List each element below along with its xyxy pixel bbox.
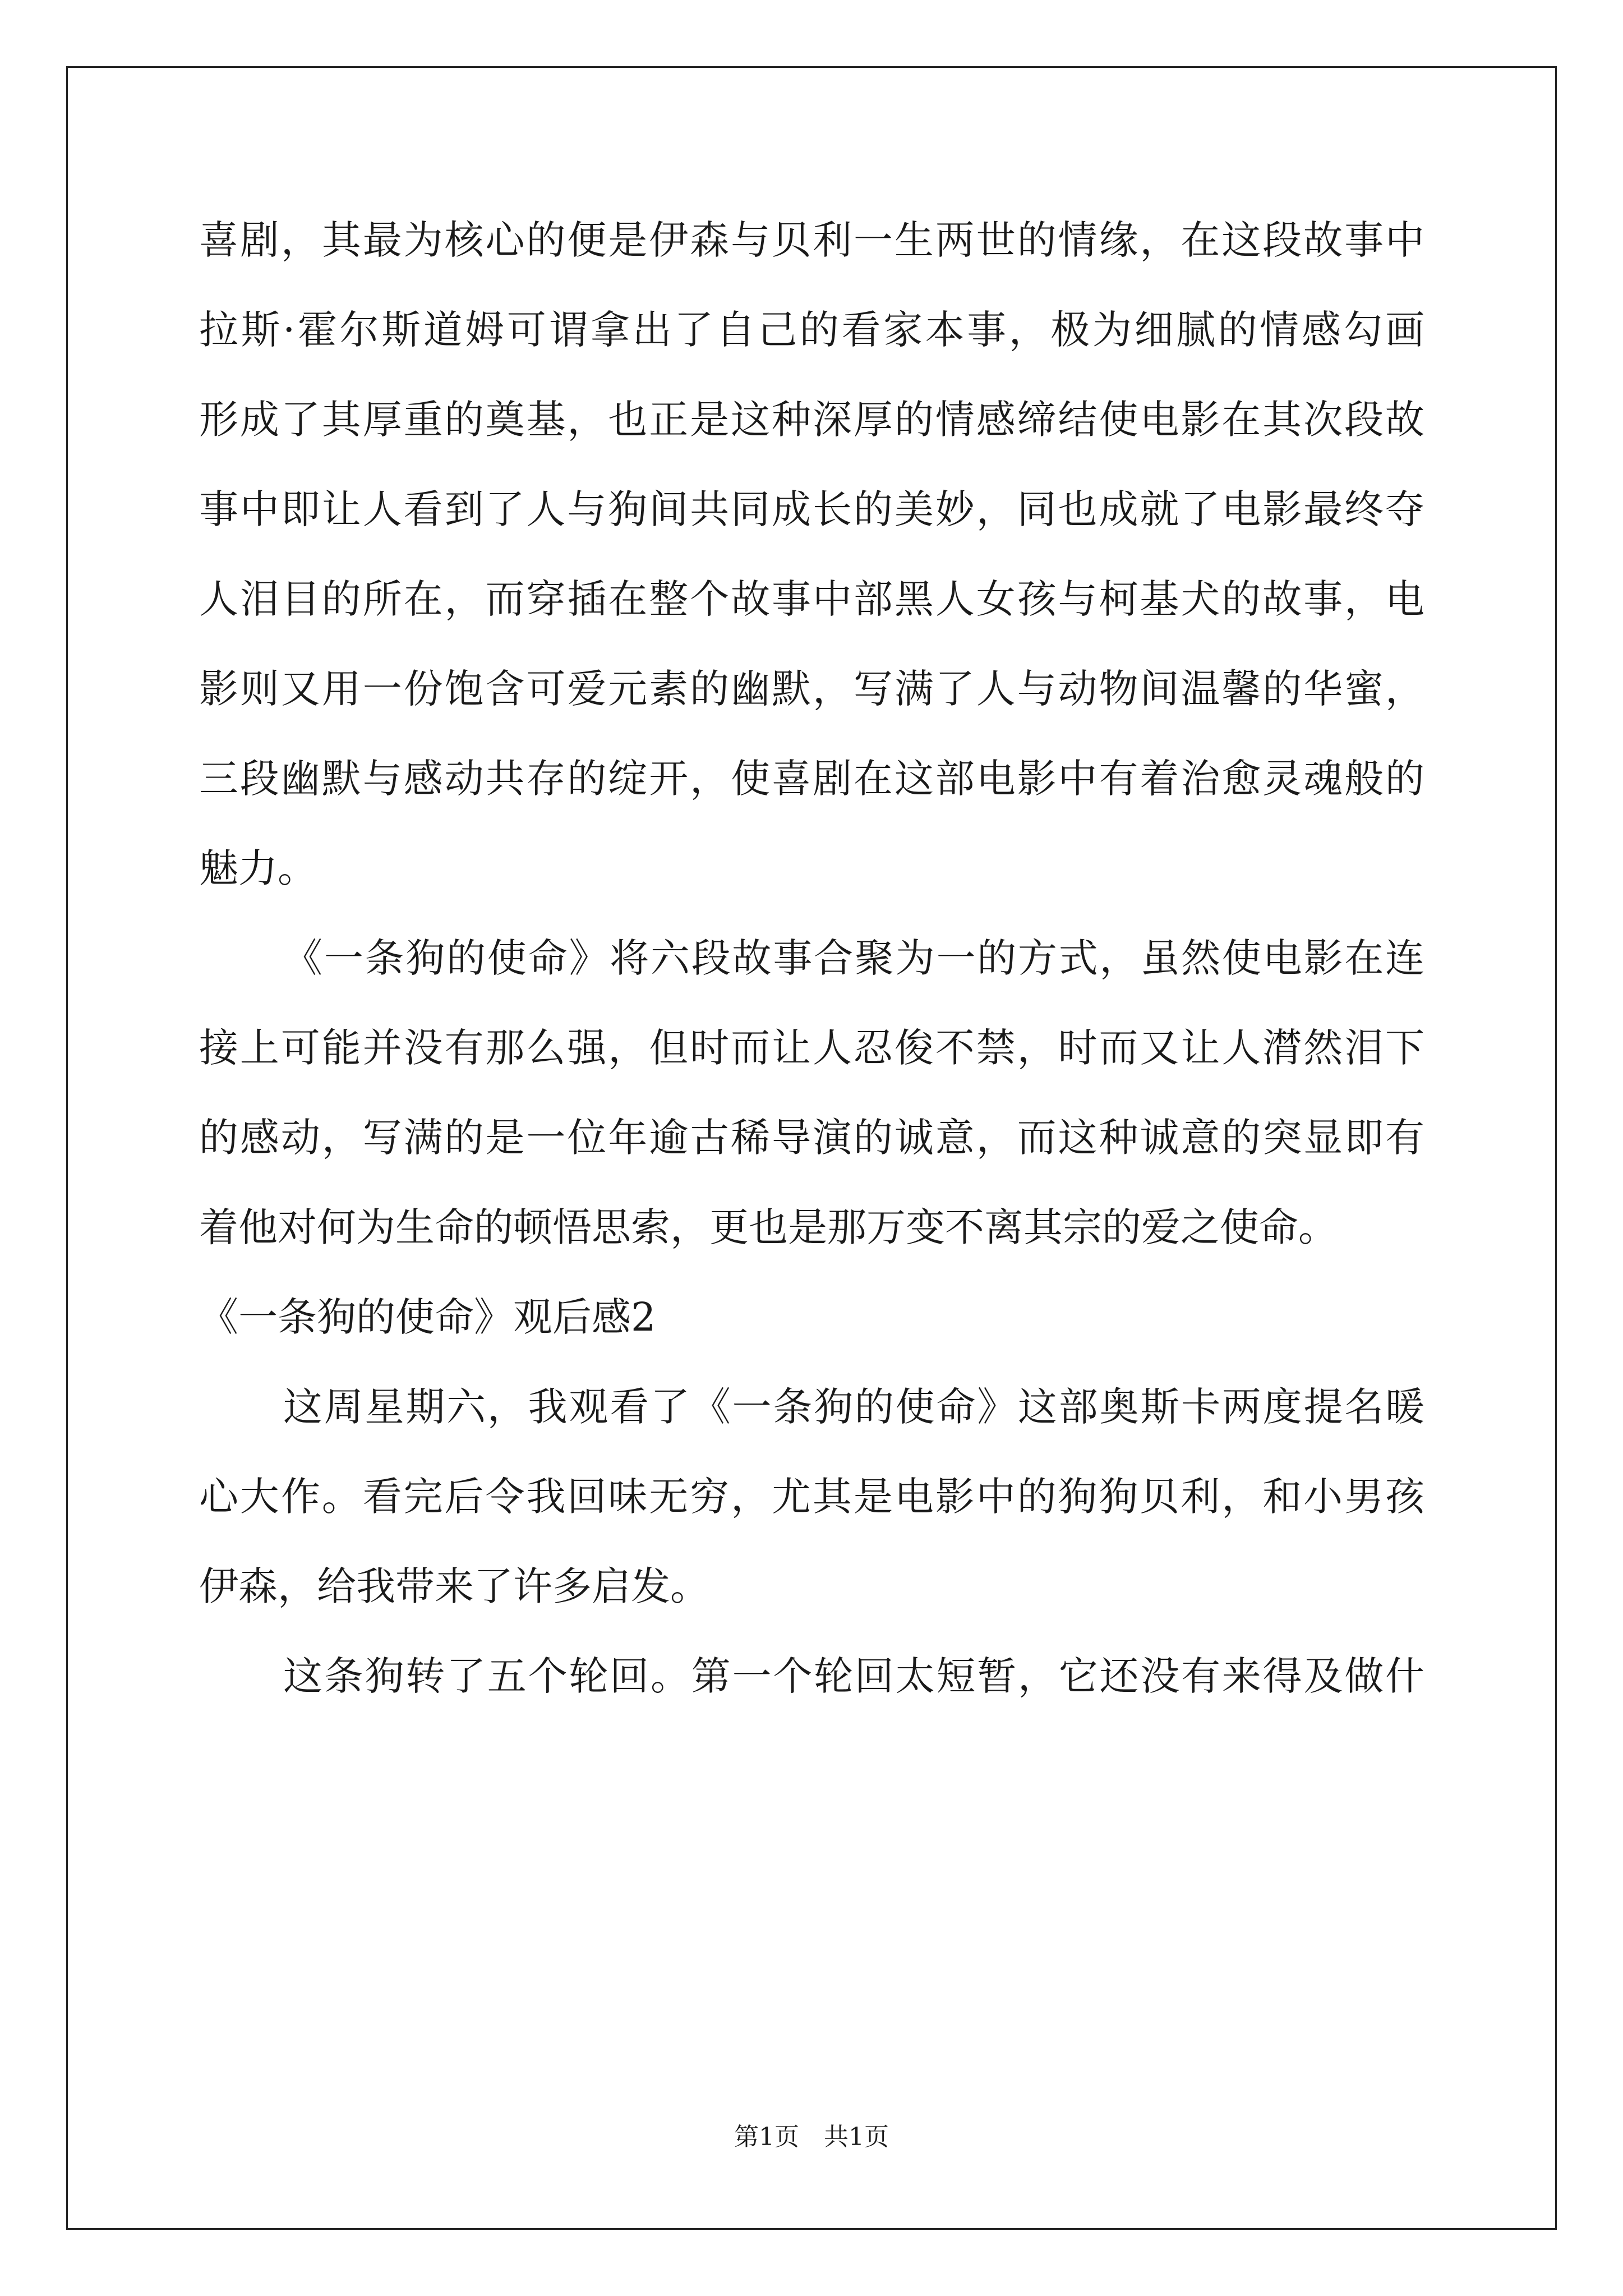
- text-line: 着他对何为生命的顿悟思索，更也是那万变不离其宗的爱之使命。: [199, 1204, 1338, 1250]
- text-line: 魅力。: [199, 845, 317, 891]
- text-line: 伊森，给我带来了许多启发。: [199, 1563, 709, 1609]
- text-line: 事中即让人看到了人与狗间共同成长的美妙，同也成就了电影最终夺: [199, 486, 1424, 532]
- text-line: 心大作。看完后令我回味无穷，尤其是电影中的狗狗贝利，和小男孩: [199, 1474, 1424, 1520]
- text-line: 的感动，写满的是一位年逾古稀导演的诚意，而这种诚意的突显即有: [199, 1115, 1424, 1161]
- text-line: 喜剧，其最为核心的便是伊森与贝利一生两世的情缘，在这段故事中: [199, 217, 1424, 263]
- text-line: 这条狗转了五个轮回。第一个轮回太短暂，它还没有来得及做什: [283, 1653, 1424, 1699]
- text-line: 接上可能并没有那么强，但时而让人忍俊不禁，时而又让人潸然泪下: [199, 1025, 1424, 1071]
- page-footer: 第1页 共1页: [734, 2123, 889, 2151]
- text-line: 《一条狗的使命》将六段故事合聚为一的方式，虽然使电影在连: [283, 935, 1424, 981]
- text-line: 三段幽默与感动共存的绽开，使喜剧在这部电影中有着治愈灵魂般的: [199, 756, 1424, 802]
- text-line: 形成了其厚重的奠基，也正是这种深厚的情感缔结使电影在其次段故: [199, 397, 1424, 443]
- text-line: 影则又用一份饱含可爱元素的幽默，写满了人与动物间温馨的华蜜，: [199, 666, 1424, 712]
- text-line: 人泪目的所在，而穿插在整个故事中部黑人女孩与柯基犬的故事，电: [199, 576, 1424, 622]
- section-heading: 《一条狗的使命》观后感2: [199, 1294, 656, 1340]
- text-line: 拉斯·霍尔斯道姆可谓拿出了自己的看家本事，极为细腻的情感勾画: [199, 307, 1424, 353]
- text-line: 这周星期六，我观看了《一条狗的使命》这部奥斯卡两度提名暖: [283, 1384, 1424, 1430]
